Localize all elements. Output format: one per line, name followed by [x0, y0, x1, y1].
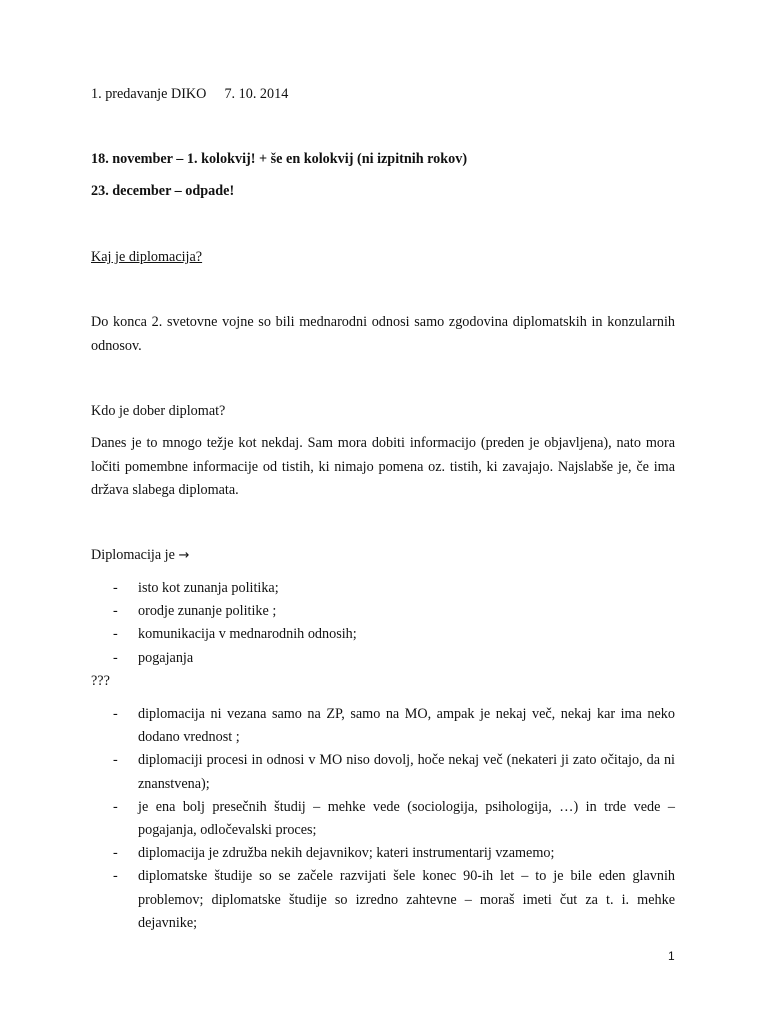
page-number: 1: [668, 949, 675, 963]
list-item-text: diplomacija je združba nekih dejavnikov; kateri instrumentarij vzamemo;: [138, 845, 555, 862]
list-item-text: orodje zunanje politike ;: [138, 603, 277, 620]
paragraph-good-diplomat: Danes je to mnogo težje kot nekdaj. Sam mora dobiti informacijo (preden je objavljena), nato mora ločiti pomembne informacije od tistih, ki nimajo pomena oz. tistih, ki zavajajo. Najslabše je, če ima država slabega diplomata.: [91, 435, 675, 498]
dash-bullet: -: [113, 798, 118, 815]
list-item: [91, 647, 675, 670]
dash-bullet: -: [113, 580, 118, 596]
list-item-text: diplomacija ni vezana samo na ZP, samo na MO, ampak je nekaj več, nekaj kar ima neko dodano vrednost ;: [138, 706, 675, 746]
diplomacy-is-heading: [91, 548, 189, 562]
diplomacy-definitions-list: [91, 577, 675, 670]
lecture-header: [91, 87, 288, 101]
dash-bullet: -: [113, 868, 118, 885]
diplomacy-is-label: Diplomacija je: [91, 547, 175, 563]
lecture-date: 7. 10. 2014: [224, 86, 289, 102]
dash-bullet: -: [113, 706, 118, 722]
list-item-text: diplomaciji procesi in odnosi v MO niso dovolj, hoče nekaj več (nekateri ji zato očitajo, da ni znanstvena);: [138, 752, 675, 792]
list-item-text: pogajanja: [138, 649, 194, 666]
notice-cancelled: 23. december – odpade!: [91, 183, 235, 199]
list-item-text: je ena bolj presečnih študij – mehke vede (sociologija, psihologija, …) in trde vede – pogajanja, odločevalski proces;: [138, 798, 675, 839]
list-item: [91, 623, 675, 646]
list-item: [91, 577, 675, 600]
list-item: [91, 703, 675, 749]
list-item: [91, 600, 675, 623]
lecture-title: 1. predavanje DIKO: [91, 86, 207, 102]
dash-bullet: -: [113, 603, 118, 620]
dash-bullet: -: [113, 752, 118, 769]
dash-bullet: -: [113, 649, 118, 666]
question-marks: ???: [91, 673, 110, 689]
dash-bullet: -: [113, 845, 118, 862]
list-item-text: diplomatske študije so se začele razvijati šele konec 90-ih let – to je bile eden glavnih problemov; diplomatske študije so izredno zahtevne – moraš imeti čut za t. i. mehke dejavnike;: [138, 868, 675, 931]
list-item-text: komunikacija v mednarodnih odnosih;: [138, 626, 357, 643]
list-item: [91, 865, 675, 935]
question-good-diplomat: Kdo je dober diplomat?: [91, 403, 226, 419]
list-item: [91, 842, 675, 865]
section-heading-what-is-diplomacy: Kaj je diplomacija?: [91, 249, 203, 265]
diplomacy-characteristics-list: [91, 703, 675, 935]
list-item: [91, 749, 675, 795]
list-item-text: isto kot zunanja politika;: [138, 580, 279, 596]
list-item: [91, 796, 675, 842]
arrow-right-icon: →: [178, 548, 190, 563]
notice-colloquium: 18. november – 1. kolokvij! + še en kolokvij (ni izpitnih rokov): [91, 151, 468, 167]
dash-bullet: -: [113, 626, 118, 643]
paragraph-history: Do konca 2. svetovne vojne so bili mednarodni odnosi samo zgodovina diplomatskih in konzularnih odnosov.: [91, 314, 675, 354]
